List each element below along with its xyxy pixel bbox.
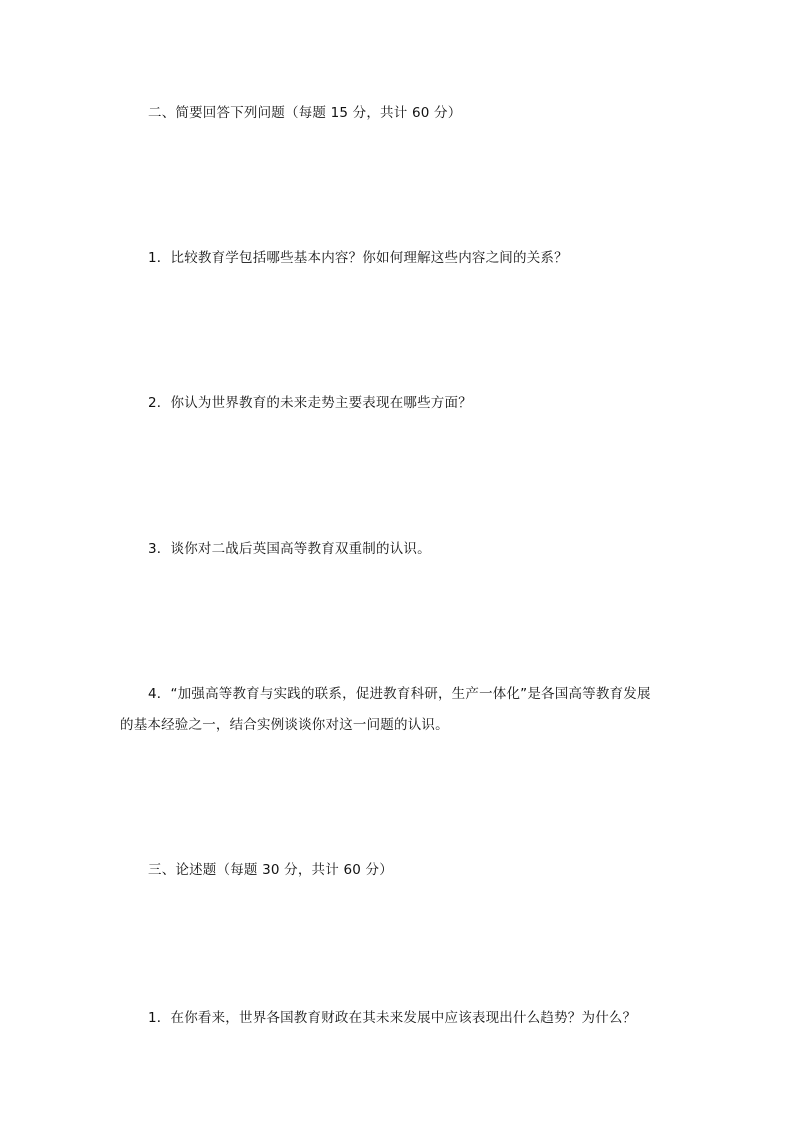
question-4-continuation: 的基本经验之一，结合实例谈谈你对这一问题的认识。 xyxy=(120,717,449,733)
question-3: 3．谈你对二战后英国高等教育双重制的认识。 xyxy=(148,541,431,557)
question-2: 2．你认为世界教育的未来走势主要表现在哪些方面？ xyxy=(148,395,472,411)
question-4: 4．“加强高等教育与实践的联系，促进教育科研，生产一体化”是各国高等教育发展 xyxy=(148,686,651,702)
section-heading-essay: 三、论述题（每题 30 分，共计 60 分） xyxy=(148,862,393,878)
section-heading-short-answer: 二、简要回答下列问题（每题 15 分，共计 60 分） xyxy=(148,105,462,121)
question-1: 1．比较教育学包括哪些基本内容？你如何理解这些内容之间的关系？ xyxy=(148,250,568,266)
essay-question-1: 1．在你看来，世界各国教育财政在其未来发展中应该表现出什么趋势？为什么？ xyxy=(148,1010,637,1026)
